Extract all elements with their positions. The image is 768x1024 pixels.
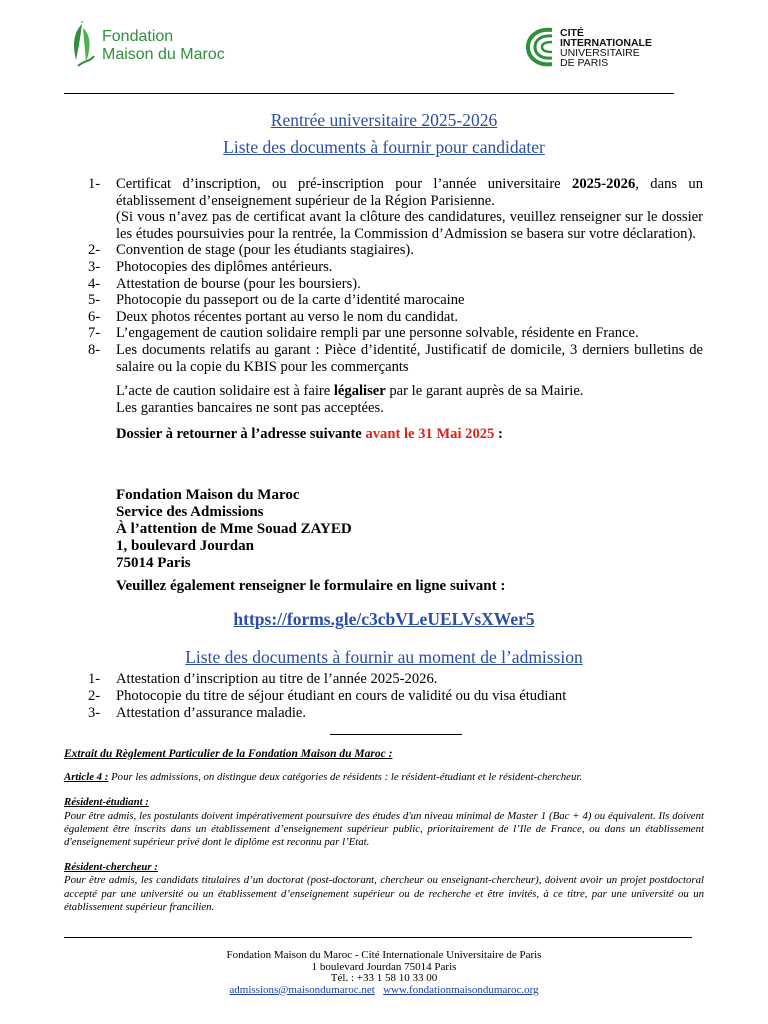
- list-item: [88, 688, 688, 705]
- footer-line: Fondation Maison du Maroc - Cité Internationale Universitaire de Paris: [226, 949, 542, 961]
- ciup-text-line3: UNIVERSITAIRE: [560, 47, 640, 59]
- list-item: [88, 292, 703, 309]
- candidature-list: [88, 176, 703, 443]
- address-line: 75014 Paris: [116, 555, 191, 571]
- item-note: (Si vous n’avez pas de certificat avant la clôture des candidatures, veuillez renseigner sur le dossier les études poursuivies pour la rentrée, la Commission d’Admission se basera sur votre déclaration).: [116, 209, 703, 242]
- dossier-instruction: Dossier à retourner à l’adresse suivante avant le 31 Mai 2025 :: [116, 426, 503, 443]
- reglement-extract: [64, 748, 704, 914]
- footer-line: Tél. : +33 1 58 10 33 00: [330, 972, 438, 985]
- item-text: Photocopies des diplômes antérieurs.: [116, 258, 333, 275]
- chercheur-title: Résident-chercheur :: [64, 861, 158, 874]
- list-item: [88, 259, 703, 276]
- ciup-c-icon: [526, 26, 558, 68]
- logo-text-line2: Maison du Maroc: [102, 46, 225, 63]
- item-number: 3-: [88, 705, 101, 721]
- item-number: 1-: [88, 671, 101, 687]
- item-text: Convention de stage (pour les étudiants stagiaires).: [116, 242, 414, 259]
- section-divider: [330, 734, 462, 735]
- section-title-admission: Liste des documents à fournir au moment de l’admission: [185, 647, 583, 667]
- reglement-heading: Extrait du Règlement Particulier de la Fondation Maison du Maroc :: [64, 748, 393, 760]
- address-line: Fondation Maison du Maroc: [116, 487, 300, 503]
- item-number: 3-: [88, 258, 101, 275]
- item-text: Attestation d’assurance maladie.: [116, 705, 307, 721]
- etudiant-text: Pour être admis, les postulants doivent impérativement poursuivre des études d'un niveau minimal de Master 1 (Bac + 4) ou équivalent. Ils doivent également être inscrits dans un établissement d’enseignement supérieur public, prioritairement de l’Ile de France, ou dans un établissement d'enseignement supérieur privé dont le diplôme est reconnu par l’Etat.: [64, 809, 704, 849]
- chercheur-text: Pour être admis, les candidats titulaires d’un doctorat (post-doctorant, chercheur ou enseignant-chercheur), doivent avoir un projet postdoctoral accepté par une université ou un établissement d’enseignement supérieur ou de recherche et être invités, à ce titre, par une université ou un établissement supérieur francilien.: [64, 874, 704, 913]
- garanties-note: Les garanties bancaires ne sont pas acceptées.: [116, 399, 384, 416]
- palm-leaf-icon: [66, 20, 100, 70]
- article-4: Article 4 : Pour les admissions, on distingue deux catégories de résidents : le résident-étudiant et le résident-chercheur.: [64, 771, 583, 784]
- item-number: 2-: [88, 688, 101, 704]
- logo-text-line1: Fondation: [102, 28, 174, 45]
- list-item: [88, 342, 703, 375]
- footer-links: [0, 985, 768, 997]
- list-item: [88, 671, 688, 688]
- item-number: 2-: [88, 242, 101, 259]
- item-text: Attestation de bourse (pour les boursiers).: [116, 275, 361, 292]
- section-title-candidature: Liste des documents à fournir pour candidater: [223, 137, 545, 157]
- item-text: Photocopie du titre de séjour étudiant en cours de validité ou du visa étudiant: [116, 688, 567, 704]
- item-text: Deux photos récentes portant au verso le nom du candidat.: [116, 308, 459, 325]
- address-line: Service des Admissions: [116, 504, 264, 520]
- item-number: 1-: [88, 176, 101, 192]
- item-text: Certificat d’inscription, ou pré-inscription pour l’année universitaire: [116, 176, 573, 192]
- admission-list: [88, 671, 688, 722]
- header-divider: [64, 93, 674, 94]
- item-number: 6-: [88, 308, 101, 325]
- item-text: Les documents relatifs au garant : Pièce d’identité, Justificatif de domicile, 3 derniers bulletins de salaire ou la copie du KBIS pour les commerçants: [116, 341, 703, 375]
- address-line: 1, boulevard Jourdan: [116, 538, 254, 554]
- footer: [0, 950, 768, 996]
- item-text: Attestation d’inscription au titre de l’année 2025-2026.: [116, 671, 438, 687]
- item-number: 4-: [88, 275, 101, 292]
- list-item: [88, 176, 703, 242]
- page-title: Rentrée universitaire 2025-2026: [270, 110, 498, 130]
- list-item: [88, 309, 703, 326]
- item-text: , dans un établissement d’enseignement supérieur de la Région Parisienne.: [116, 176, 704, 209]
- website-link[interactable]: www.fondationmaisondumaroc.org: [383, 983, 539, 996]
- caution-note: L’acte de caution solidaire est à faire légaliser par le garant auprès de sa Mairie.: [116, 383, 584, 400]
- list-item: [88, 705, 688, 722]
- item-number: 7-: [88, 325, 101, 342]
- item-number: 5-: [88, 292, 101, 309]
- ciup-text-line4: DE PARIS: [560, 57, 609, 69]
- footer-divider: [64, 937, 692, 938]
- list-item: [88, 325, 703, 342]
- etudiant-title: Résident-étudiant :: [64, 796, 149, 809]
- deadline: avant le 31 Mai 2025: [365, 426, 495, 443]
- item-number: 8-: [88, 341, 101, 358]
- list-item: [88, 242, 703, 259]
- email-link[interactable]: admissions@maisondumaroc.net: [229, 983, 375, 996]
- mailing-address: [116, 487, 352, 572]
- ciup-text-line2: INTERNATIONALE: [560, 37, 652, 49]
- address-line: À l’attention de Mme Souad ZAYED: [116, 521, 352, 537]
- footer-line: 1 boulevard Jourdan 75014 Paris: [311, 960, 457, 973]
- item-text: L’engagement de caution solidaire rempli par une personne solvable, résidente en France.: [116, 325, 639, 342]
- ciup-text-line1: CITÉ: [560, 27, 584, 39]
- fondation-logo: [66, 20, 276, 70]
- item-year: 2025-2026: [572, 176, 636, 192]
- form-link[interactable]: https://forms.gle/c3cbVLeUELVsXWer5: [233, 609, 535, 629]
- item-text: Photocopie du passeport ou de la carte d’identité marocaine: [116, 292, 465, 309]
- ciup-logo: [526, 26, 696, 72]
- list-item: [88, 276, 703, 293]
- form-instruction: Veuillez également renseigner le formulaire en ligne suivant :: [116, 578, 506, 594]
